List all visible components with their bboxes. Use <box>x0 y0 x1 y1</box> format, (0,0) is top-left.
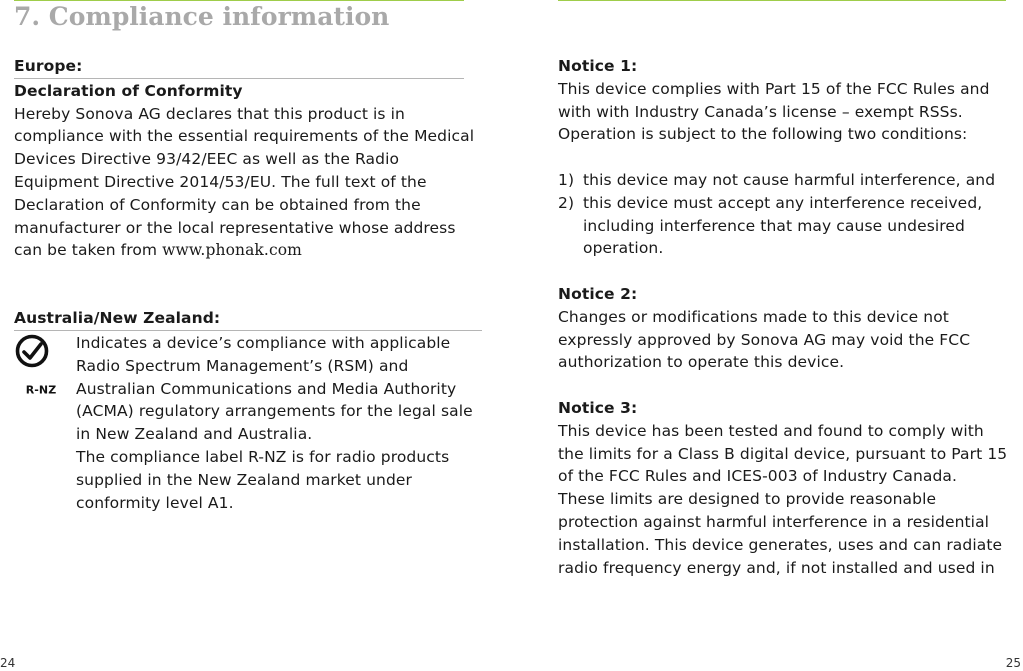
anz-body-rnz: The compliance label R-NZ is for radio products supplied in the New Zealand market under conformity level A1. <box>76 447 450 512</box>
declaration-text: Hereby Sonova AG declares that this product is in compliance with the essential requirements of the Medical Devices Directive 93/42/EEC as well as the Radio Equipment Directive 2014/53/EU. The full text of the Declaration of Conformity can be obtained from the manufacturer or the local representative whose address can be taken from <box>14 104 475 260</box>
page-number-left: 24 <box>0 656 16 670</box>
notice1-item-2 <box>558 192 1008 260</box>
notice3-body: This device has been tested and found to comply with the limits for a Class B digital device, pursuant to Part 15 of the FCC Rules and ICES-003 of Industry Canada. <box>558 421 1008 486</box>
europe-divider <box>14 78 464 79</box>
anz-body: Indicates a device’s compliance with applicable Radio Spectrum Management’s (RSM) and Australian Communications and Media Authority (ACMA) regulatory arrangements for the legal sale in New Zealand and Australia. <box>76 333 473 444</box>
notice1-heading: Notice 1: <box>558 57 638 75</box>
notice3-body-limits: These limits are designed to provide reasonable protection against harmful interference in a residential installation. This device generates, uses and can radiate radio frequency energy and, if not installed and used in <box>558 490 1003 577</box>
right-column <box>558 55 1008 579</box>
notice2-heading: Notice 2: <box>558 284 638 303</box>
europe-heading: Europe: <box>14 57 83 75</box>
page-number-right: 25 <box>1005 656 1021 670</box>
anz-heading: Australia/New Zealand: <box>14 309 221 328</box>
declaration-body <box>14 103 479 263</box>
phonak-url: www.phonak.com <box>162 241 302 260</box>
notice1-body: This device complies with Part 15 of the FCC Rules and with with Industry Canada’s license – exempt RSSs. Operation is subject to the following two conditions: <box>558 79 990 144</box>
list-text: this device must accept any interference received, including interference that may cause undesired operation. <box>583 193 983 258</box>
list-number: 1) <box>558 170 575 189</box>
declaration-subheading: Declaration of Conformity <box>14 81 243 100</box>
right-top-rule <box>558 0 1006 1</box>
list-number: 2) <box>558 193 575 212</box>
left-column <box>14 55 479 514</box>
list-text: this device may not cause harmful interference, and <box>583 170 996 189</box>
anz-block <box>14 332 479 514</box>
left-top-rule <box>14 0 464 1</box>
rcm-check-mark-icon <box>14 333 50 369</box>
notice1-item-1 <box>558 169 1008 192</box>
rnz-label-text: R-NZ <box>25 383 57 396</box>
notice2-body: Changes or modifications made to this device not expressly approved by Sonova AG may void the FCC authorization to operate this device. <box>558 307 971 372</box>
rnz-label-icon <box>24 382 58 396</box>
anz-divider <box>14 330 482 331</box>
section-title: 7. Compliance information <box>14 2 390 31</box>
notice3-heading: Notice 3: <box>558 398 638 417</box>
